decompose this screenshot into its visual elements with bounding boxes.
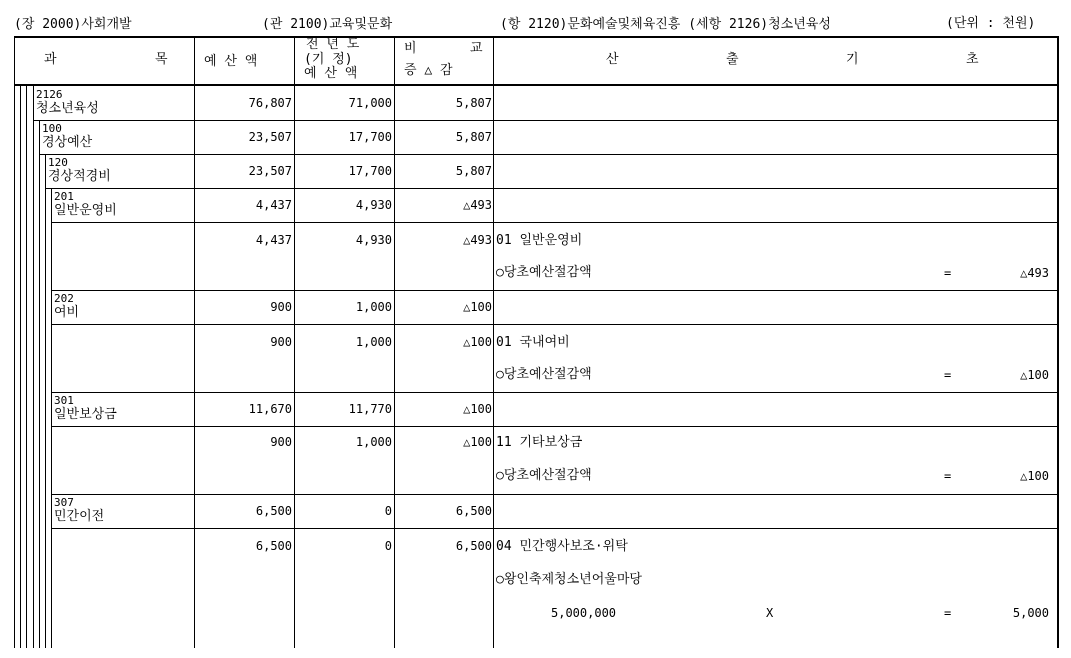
basis-equals: = bbox=[944, 368, 952, 382]
basis-amount: 5,000 bbox=[1012, 606, 1049, 620]
basis-equals: = bbox=[944, 266, 952, 280]
row-diff: 5,807 bbox=[455, 164, 492, 178]
row-budget: 11,670 bbox=[248, 402, 292, 416]
row-budget: 900 bbox=[270, 300, 292, 314]
basis-equals: = bbox=[944, 469, 952, 483]
row-line-7 bbox=[51, 392, 1058, 393]
col-sep-compare bbox=[394, 36, 395, 648]
row-line-3 bbox=[45, 188, 1058, 189]
row-name: 경상적경비 bbox=[48, 169, 111, 184]
row-diff: 5,807 bbox=[455, 130, 492, 144]
row-budget: 4,437 bbox=[255, 198, 292, 212]
row-prev: 17,700 bbox=[348, 164, 392, 178]
row-name: 여비 bbox=[54, 305, 80, 320]
col-account-b: 목 bbox=[155, 52, 168, 67]
row-code: 100 bbox=[42, 122, 62, 135]
table-right-border bbox=[1057, 36, 1059, 648]
table-top-border bbox=[14, 36, 1059, 38]
row-name: 청소년육성 bbox=[36, 101, 99, 116]
detail-item: 11 기타보상금 bbox=[496, 435, 583, 450]
row-code: 202 bbox=[54, 292, 74, 305]
row-name: 일반보상금 bbox=[54, 407, 117, 422]
row-prev: 4,930 bbox=[355, 198, 392, 212]
detail-budget: 4,437 bbox=[255, 233, 292, 247]
basis-line: ○당초예산절감액 bbox=[496, 265, 592, 280]
col-sep-prev bbox=[294, 36, 295, 648]
row-code: 307 bbox=[54, 496, 74, 509]
level-bar-4 bbox=[39, 120, 40, 648]
col-compare-1a: 비 bbox=[404, 41, 417, 56]
table-left-border bbox=[14, 36, 15, 648]
detail-item: 04 민간행사보조·위탁 bbox=[496, 539, 628, 554]
calc-multiply: X bbox=[766, 606, 774, 620]
row-name: 경상예산 bbox=[42, 135, 93, 150]
row-diff: △100 bbox=[463, 300, 492, 314]
col-budget: 예 산 액 bbox=[204, 54, 258, 69]
row-line-8 bbox=[51, 426, 1058, 427]
row-code: 201 bbox=[54, 190, 74, 203]
detail-prev: 4,930 bbox=[355, 233, 392, 247]
detail-prev: 1,000 bbox=[355, 435, 392, 449]
row-code: 2126 bbox=[36, 88, 63, 101]
row-line-9 bbox=[51, 494, 1058, 495]
row-prev: 11,770 bbox=[348, 402, 392, 416]
detail-prev: 0 bbox=[384, 539, 392, 553]
row-budget: 76,807 bbox=[248, 96, 292, 110]
row-line-1 bbox=[33, 120, 1058, 121]
col-basis-1: 산 bbox=[606, 52, 619, 67]
row-diff: △100 bbox=[463, 402, 492, 416]
col-basis-3: 기 bbox=[846, 52, 859, 67]
col-sep-budget bbox=[194, 36, 195, 648]
basis-amount: △493 bbox=[1020, 266, 1049, 280]
row-prev: 1,000 bbox=[355, 300, 392, 314]
row-diff: △493 bbox=[463, 198, 492, 212]
row-line-5 bbox=[51, 290, 1058, 291]
basis-line: ○왕인축제청소년어울마당 bbox=[496, 572, 642, 587]
calc-quantity: 5,000,000 bbox=[551, 606, 617, 620]
row-name: 일반운영비 bbox=[54, 203, 117, 218]
basis-amount: △100 bbox=[1020, 368, 1049, 382]
row-diff: 5,807 bbox=[455, 96, 492, 110]
row-line-4 bbox=[51, 222, 1058, 223]
detail-diff: △493 bbox=[463, 233, 492, 247]
detail-budget: 6,500 bbox=[255, 539, 292, 553]
hang-label: (항 2120)문화예술및체육진흥 (세항 2126)청소년육성 bbox=[500, 17, 831, 32]
col-sep-basis bbox=[493, 36, 494, 648]
row-diff: 6,500 bbox=[455, 504, 492, 518]
level-bar-3 bbox=[33, 86, 34, 648]
detail-diff: 6,500 bbox=[455, 539, 492, 553]
jang-label: (장 2000)사회개발 bbox=[14, 17, 132, 32]
level-bar-1 bbox=[20, 86, 21, 648]
row-prev: 71,000 bbox=[348, 96, 392, 110]
detail-item: 01 일반운영비 bbox=[496, 233, 583, 248]
detail-budget: 900 bbox=[270, 335, 292, 349]
row-name: 민간이전 bbox=[54, 509, 105, 524]
col-basis-4: 초 bbox=[966, 52, 979, 67]
level-bar-5 bbox=[45, 154, 46, 648]
row-line-10 bbox=[51, 528, 1058, 529]
row-line-2 bbox=[39, 154, 1058, 155]
col-prev-1: 전 년 도 bbox=[306, 37, 360, 52]
col-prev-2: (기 정) bbox=[304, 52, 353, 67]
row-prev: 17,700 bbox=[348, 130, 392, 144]
row-budget: 23,507 bbox=[248, 130, 292, 144]
col-account-a: 과 bbox=[44, 52, 57, 67]
basis-amount: △100 bbox=[1020, 469, 1049, 483]
row-prev: 0 bbox=[384, 504, 392, 518]
header-bottom-border bbox=[14, 84, 1059, 86]
basis-equals: = bbox=[944, 606, 952, 620]
basis-line: ○당초예산절감액 bbox=[496, 468, 592, 483]
row-budget: 6,500 bbox=[255, 504, 292, 518]
gwan-label: (관 2100)교육및문화 bbox=[262, 17, 393, 32]
detail-prev: 1,000 bbox=[355, 335, 392, 349]
detail-diff: △100 bbox=[463, 435, 492, 449]
row-code: 301 bbox=[54, 394, 74, 407]
row-line-6 bbox=[51, 324, 1058, 325]
row-code: 120 bbox=[48, 156, 68, 169]
col-compare-1b: 교 bbox=[470, 41, 483, 56]
detail-budget: 900 bbox=[270, 435, 292, 449]
detail-item: 01 국내여비 bbox=[496, 335, 570, 350]
detail-diff: △100 bbox=[463, 335, 492, 349]
row-budget: 23,507 bbox=[248, 164, 292, 178]
basis-line: ○당초예산절감액 bbox=[496, 367, 592, 382]
unit-label: (단위 : 천원) bbox=[946, 16, 1036, 31]
level-bar-6 bbox=[51, 188, 52, 648]
col-prev-3: 예 산 액 bbox=[304, 66, 358, 81]
col-compare-2: 증 △ 감 bbox=[404, 63, 453, 78]
level-bar-2 bbox=[26, 86, 27, 648]
col-basis-2: 출 bbox=[726, 52, 739, 67]
